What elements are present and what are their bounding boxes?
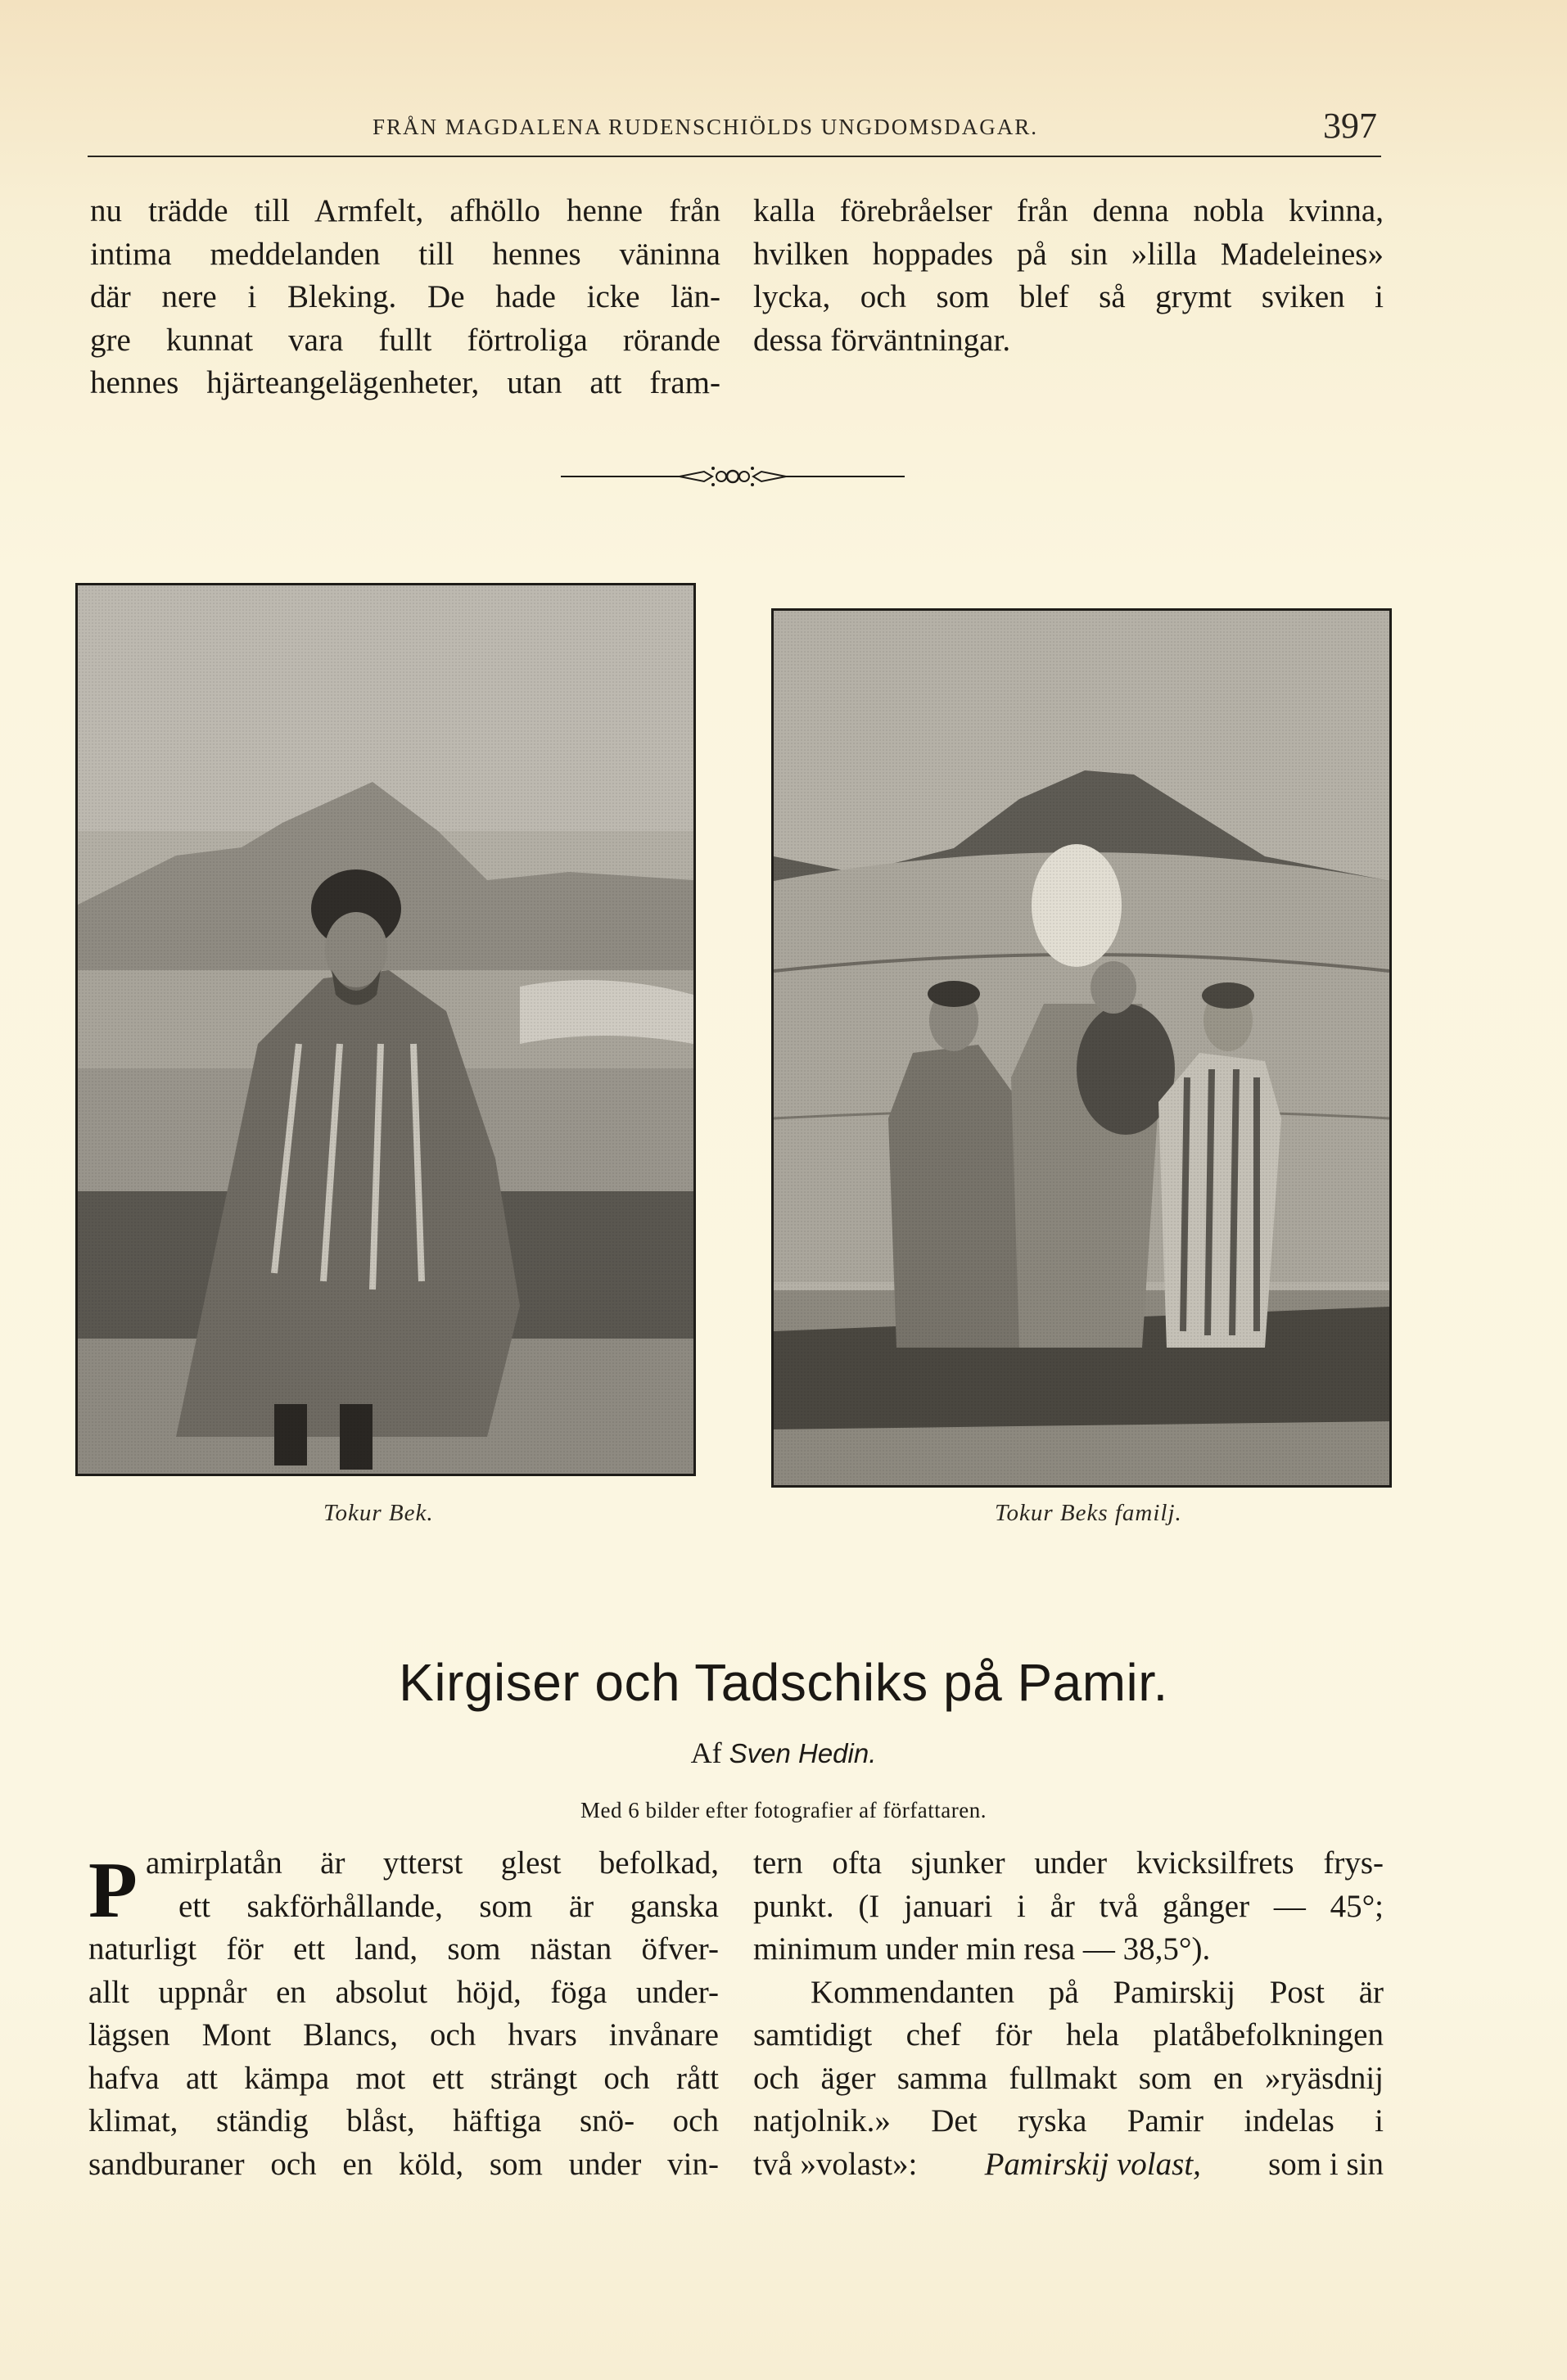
italic-term: Pamirskij volast, bbox=[984, 2146, 1201, 2182]
top-right-column bbox=[753, 190, 1384, 362]
text-line: Kommendanten på Pamirskij Post är bbox=[811, 1974, 1384, 2010]
page-number: 397 bbox=[1323, 106, 1377, 146]
text-segment: som i sin bbox=[1268, 2146, 1384, 2182]
article-title: Kirgiser och Tadschiks på Pamir. bbox=[399, 1653, 1168, 1712]
byline-prefix: Af bbox=[690, 1736, 722, 1769]
text-line: samtidigt chef för hela platåbefolkningen bbox=[753, 2017, 1384, 2053]
text-line: intima meddelanden till hennes väninna bbox=[90, 236, 720, 272]
photo-tokur-beks-familj bbox=[771, 608, 1392, 1488]
text-line: natjolnik.» Det ryska Pamir indelas i bbox=[753, 2103, 1384, 2138]
text-line-mixed bbox=[753, 2143, 1384, 2187]
ornamental-divider-icon bbox=[561, 464, 905, 489]
text-segment: två »volast»: bbox=[753, 2146, 918, 2182]
text-line: och äger samma fullmakt som en »ryäsdnij bbox=[753, 2060, 1384, 2096]
figure-caption-right: Tokur Beks familj. bbox=[995, 1500, 1182, 1526]
figure-caption-left: Tokur Bek. bbox=[323, 1500, 434, 1526]
text-line: där nere i Bleking. De hade icke län- bbox=[90, 279, 720, 314]
text-line: tern ofta sjunker under kvicksilfrets frys- bbox=[753, 1845, 1384, 1881]
text-line: nu trädde till Armfelt, afhöllo henne från bbox=[90, 193, 720, 228]
text-line: punkt. (I januari i år två gånger — 45°; bbox=[753, 1888, 1384, 1924]
running-header: FRÅN MAGDALENA RUDENSCHIÖLDS UNGDOMSDAGAR. bbox=[373, 115, 1039, 139]
text-line: lycka, och som blef så grymt sviken i bbox=[753, 279, 1384, 314]
text-line: sandburaner och en köld, som under vin- bbox=[88, 2146, 719, 2182]
text-line: lägsen Mont Blancs, och hvars invånare bbox=[88, 2017, 719, 2053]
text-line: hafva att kämpa mot ett strängt och rått bbox=[88, 2060, 719, 2096]
text-line: ett sakförhållande, som är ganska bbox=[178, 1888, 719, 1924]
text-line: hvilken hoppades på sin »lilla Madeleines» bbox=[753, 236, 1384, 272]
text-line: allt uppnår en absolut höjd, föga under- bbox=[88, 1974, 719, 2010]
text-line: dessa förväntningar. bbox=[753, 322, 1011, 358]
text-line: amirplatån är ytterst glest befolkad, bbox=[146, 1845, 719, 1881]
drop-cap: P bbox=[88, 1846, 138, 1935]
text-line: gre kunnat vara fullt förtroliga rörande bbox=[90, 322, 720, 358]
text-line: kalla förebråelser från denna nobla kvinna, bbox=[753, 193, 1384, 228]
byline bbox=[0, 1736, 1567, 1770]
article-subtitle: Med 6 bilder efter fotografier af författaren. bbox=[580, 1798, 987, 1822]
article-left-column bbox=[88, 1842, 719, 2186]
article-right-column bbox=[753, 1842, 1384, 2186]
header-rule bbox=[88, 156, 1381, 157]
photo-tokur-bek bbox=[75, 583, 696, 1476]
text-line: klimat, ständig blåst, häftiga snö- och bbox=[88, 2103, 719, 2138]
top-left-column bbox=[90, 190, 720, 405]
text-line: hennes hjärteangelägenheter, utan att fram- bbox=[90, 365, 720, 400]
author-name: Sven Hedin. bbox=[729, 1738, 877, 1768]
text-line: naturligt för ett land, som nästan öfver- bbox=[88, 1931, 719, 1967]
text-line: minimum under min resa — 38,5°). bbox=[753, 1931, 1211, 1967]
